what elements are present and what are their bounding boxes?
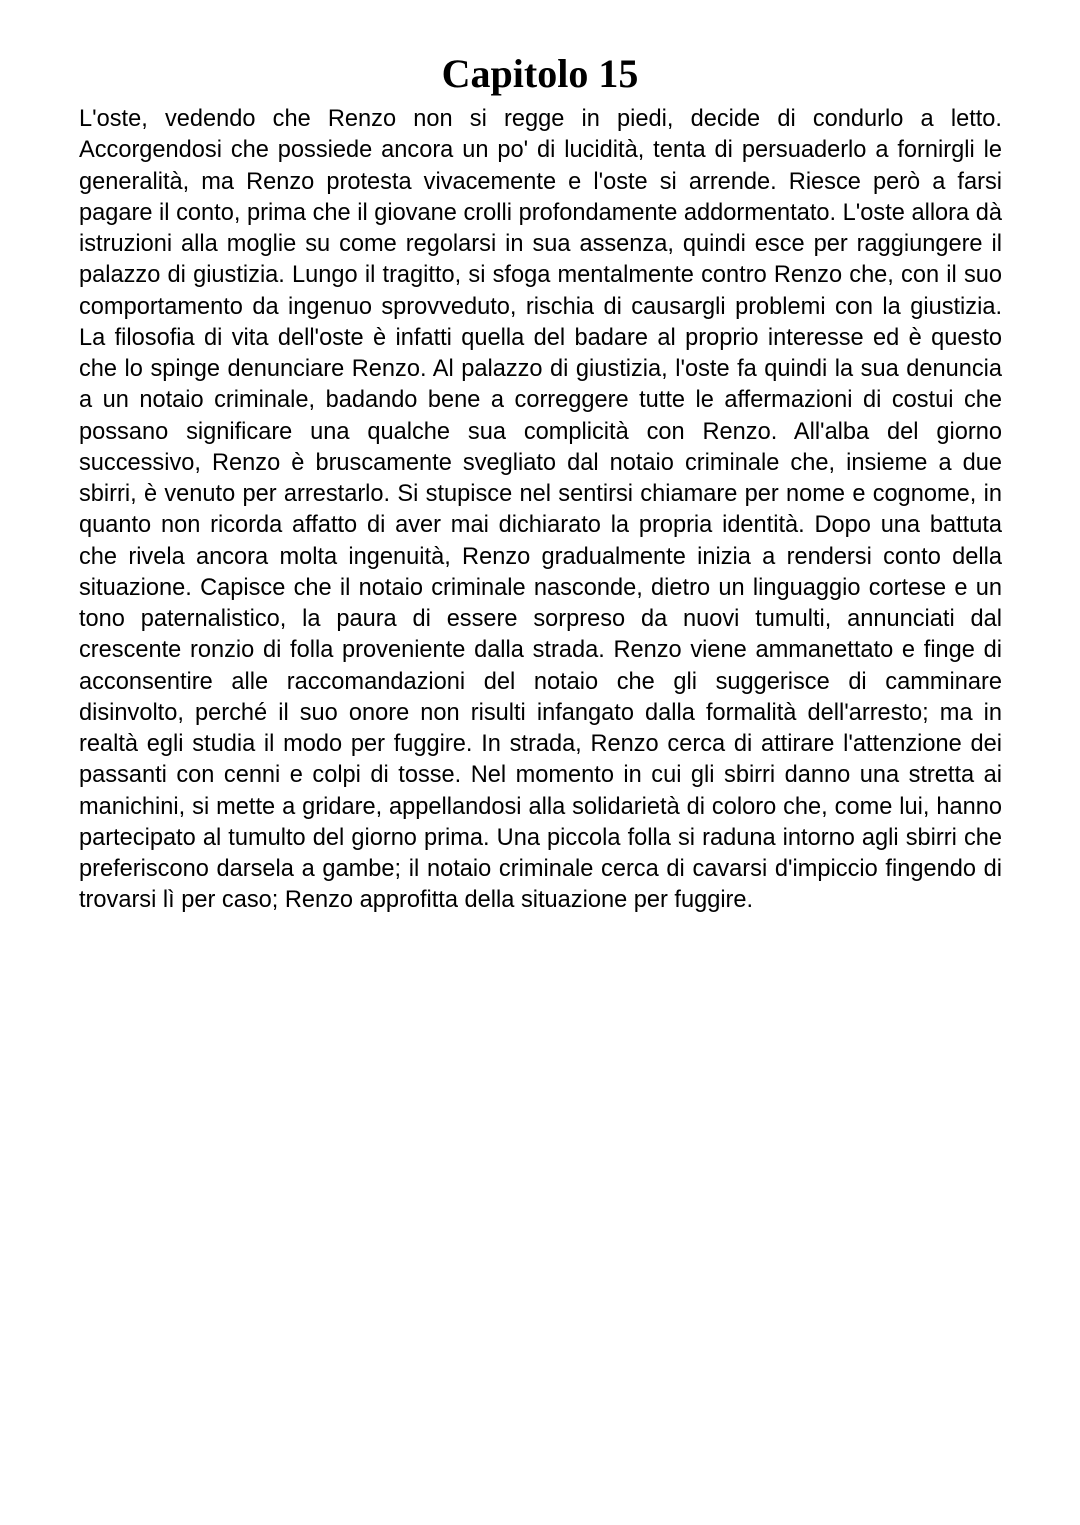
chapter-summary-paragraph: L'oste, vedendo che Renzo non si regge in piedi, decide di condurlo a letto. Accorgendosi che possiede ancora un po' di lucidità, tenta di persuaderlo a fornirgli le generalità, ma Renzo protesta vivacemente e l'oste si arrende. Riesce però a farsi pagare il conto, prima che il giovane crolli profondamente addormentato. L'oste allora dà istruzioni alla moglie su come regolarsi in sua assenza, quindi esce per raggiungere il palazzo di giustizia. Lungo il tragitto, si sfoga mentalmente contro Renzo che, con il suo comportamento da ingenuo sprovveduto, rischia di causargli problemi con la giustizia. La filosofia di vita dell'oste è infatti quella del badare al proprio interesse ed è questo che lo spinge denunciare Renzo. Al palazzo di giustizia, l'oste fa quindi la sua denuncia a un notaio criminale, badando bene a correggere tutte le affermazioni di costui che possano significare una qualche sua complicità con Renzo. All'alba del giorno successivo, Renzo è bruscamente svegliato dal notaio criminale che, insieme a due sbirri, è venuto per arrestarlo. Si stupisce nel sentirsi chiamare per nome e cognome, in quanto non ricorda affatto di aver mai dichiarato la propria identità. Dopo una battuta che rivela ancora molta ingenuità, Renzo gradualmente inizia a rendersi conto della situazione. Capisce che il notaio criminale nasconde, dietro un linguaggio cortese e un tono paternalistico, la paura di essere sorpreso da nuovi tumulti, annunciati dal crescente ronzio di folla proveniente dalla strada. Renzo viene ammanettato e finge di acconsentire alle raccomandazioni del notaio che gli suggerisce di camminare disinvolto, perché il suo onore non risulti infangato dalla formalità dell'arresto; ma in realtà egli studia il modo per fuggire. In strada, Renzo cerca di attirare l'attenzione dei passanti con cenni e colpi di tosse. Nel momento in cui gli sbirri danno una stretta ai manichini, si mette a gridare, appellandosi alla solidarietà di coloro che, come lui, hanno partecipato al tumulto del giorno prima. Una piccola folla si raduna intorno agli sbirri che preferiscono darsela a gambe; il notaio criminale cerca di cavarsi d'impiccio fingendo di trovarsi lì per caso; Renzo approfitta della situazione per fuggire. (79, 106, 1002, 914)
chapter-title: Capitolo 15 (441, 51, 639, 96)
